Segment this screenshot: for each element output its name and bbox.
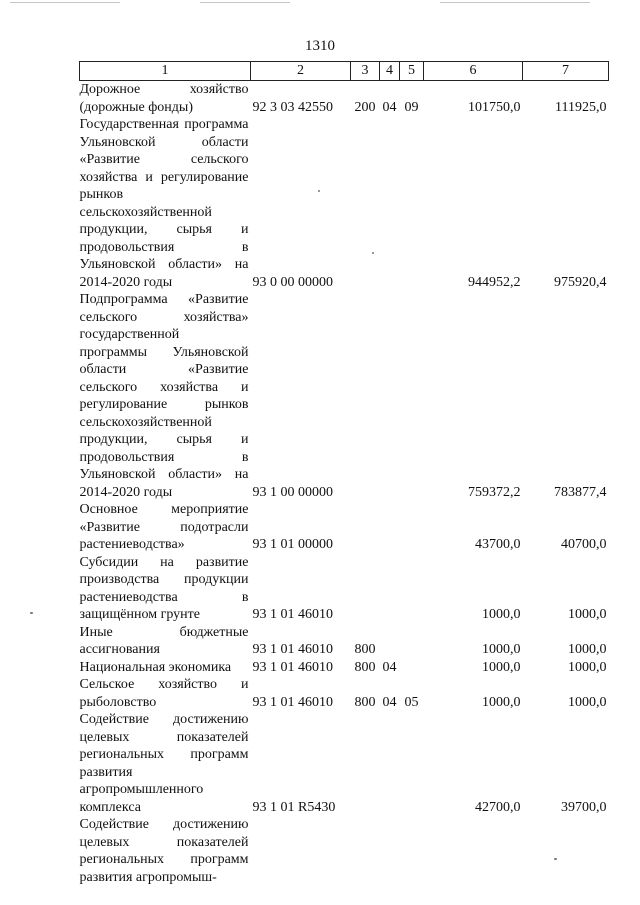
table-row (80, 291, 609, 501)
row-expense-type (351, 554, 380, 624)
row-subsection (400, 659, 424, 677)
column-header-4: 4 (380, 62, 400, 81)
row-expense-type: 800 (354, 642, 376, 657)
column-header-3: 3 (351, 62, 380, 81)
row-section (380, 816, 400, 886)
row-description: Содействие достижению целевых показателей региональных программ развития агропромышленного комплекса (79, 712, 249, 815)
row-amount-1: 944952,2 (468, 274, 521, 290)
scan-smudge (200, 2, 290, 3)
row-code: 93 1 01 46010 (252, 694, 333, 710)
scan-smudge (440, 2, 590, 3)
table-row (80, 659, 609, 677)
row-code: 93 1 01 46010 (252, 607, 333, 622)
row-section (380, 501, 400, 554)
row-subsection (400, 291, 424, 501)
scan-smudge (10, 2, 120, 3)
row-section (380, 116, 400, 291)
row-amount-1: 1000,0 (482, 642, 521, 657)
row-amount-1: 101750,0 (468, 99, 521, 115)
row-amount-2: 111925,0 (555, 99, 607, 115)
row-section (380, 554, 400, 624)
column-header-7: 7 (523, 62, 609, 81)
table-row (80, 711, 609, 816)
row-amount-2: 783877,4 (554, 484, 607, 500)
row-subsection (400, 116, 424, 291)
row-section: 04 (382, 694, 397, 710)
row-code (251, 816, 351, 886)
row-subsection (400, 624, 424, 659)
row-amount-2: 1000,0 (568, 694, 607, 710)
row-code: 93 1 01 00000 (252, 537, 333, 552)
row-expense-type (351, 291, 380, 501)
header-row (80, 62, 609, 81)
row-code: 93 1 01 46010 (252, 659, 333, 675)
row-expense-type: 800 (354, 694, 376, 710)
row-expense-type (351, 816, 380, 886)
row-description: Субсидии на развитие производства продукции растениеводства в защищённом грунте (79, 554, 249, 622)
scan-speck (372, 252, 374, 254)
row-subsection: 09 (404, 99, 419, 115)
row-amount-1 (424, 816, 523, 886)
row-description: Иные бюджетные ассигнования (79, 624, 249, 657)
column-header-6: 6 (424, 62, 523, 81)
row-section: 04 (382, 659, 397, 675)
scan-speck (318, 190, 320, 192)
row-amount-2: 1000,0 (568, 607, 607, 622)
row-subsection (400, 501, 424, 554)
row-description: Национальная экономика (79, 659, 232, 675)
row-subsection (400, 554, 424, 624)
row-amount-1: 43700,0 (475, 537, 521, 552)
table-row (80, 116, 609, 291)
row-code: 93 1 01 46010 (252, 642, 333, 657)
row-description: Содействие достижению целевых показателей региональных программ развития агропромыш- (79, 817, 249, 885)
row-amount-1: 1000,0 (482, 607, 521, 622)
page-number: 1310 (305, 38, 335, 54)
row-subsection (400, 711, 424, 816)
table-row (80, 554, 609, 624)
row-expense-type (351, 711, 380, 816)
row-section (380, 624, 400, 659)
row-amount-2: 1000,0 (568, 659, 607, 675)
row-expense-type: 200 (354, 99, 376, 115)
table-row (80, 676, 609, 711)
row-amount-2: 39700,0 (561, 799, 607, 815)
row-code: 93 1 01 R5430 (252, 799, 336, 815)
row-expense-type (351, 501, 380, 554)
table-row (80, 624, 609, 659)
row-amount-2: 40700,0 (561, 537, 607, 552)
row-amount-1: 759372,2 (468, 484, 521, 500)
budget-table (79, 61, 609, 886)
row-expense-type: 800 (354, 659, 376, 675)
row-code: 93 1 00 00000 (252, 484, 333, 500)
row-description: Основное мероприятие «Развитие подотрасли растениеводства» (79, 502, 249, 552)
row-section (380, 711, 400, 816)
row-amount-2 (523, 816, 609, 886)
column-header-2: 2 (251, 62, 351, 81)
row-amount-2: 975920,4 (554, 274, 607, 290)
row-section (380, 291, 400, 501)
table-row (80, 501, 609, 554)
row-section: 04 (382, 99, 397, 115)
row-amount-1: 1000,0 (482, 659, 521, 675)
table-row (80, 81, 609, 117)
row-description: Подпрограмма «Развитие сельского хозяйства» государственной программы Ульяновской области «Развитие сельского хозяйства и регулирование рынков сельскохозяйственной продукции, сырья и продовольствия в Ульяновской области» на 2014-2020 годы (79, 292, 249, 500)
row-subsection (400, 816, 424, 886)
row-subsection: 05 (404, 694, 419, 710)
scan-speck (30, 612, 33, 614)
row-amount-1: 42700,0 (475, 799, 521, 815)
row-amount-1: 1000,0 (482, 694, 521, 710)
row-expense-type (351, 116, 380, 291)
column-header-5: 5 (400, 62, 424, 81)
column-header-1: 1 (80, 62, 251, 81)
row-amount-2: 1000,0 (568, 642, 607, 657)
row-description: Дорожное хозяйство (дорожные фонды) (79, 82, 249, 115)
table-row (80, 816, 609, 886)
row-code: 92 3 03 42550 (252, 99, 333, 115)
row-code: 93 0 00 00000 (252, 274, 333, 290)
row-description: Сельское хозяйство и рыболовство (79, 677, 249, 710)
scan-speck (554, 858, 557, 860)
row-description: Государственная программа Ульяновской области «Развитие сельского хозяйства и регулирование рынков сельскохозяйственной продукции, сырья и продовольствия в Ульяновской области» на 2014-2020 годы (79, 117, 249, 290)
